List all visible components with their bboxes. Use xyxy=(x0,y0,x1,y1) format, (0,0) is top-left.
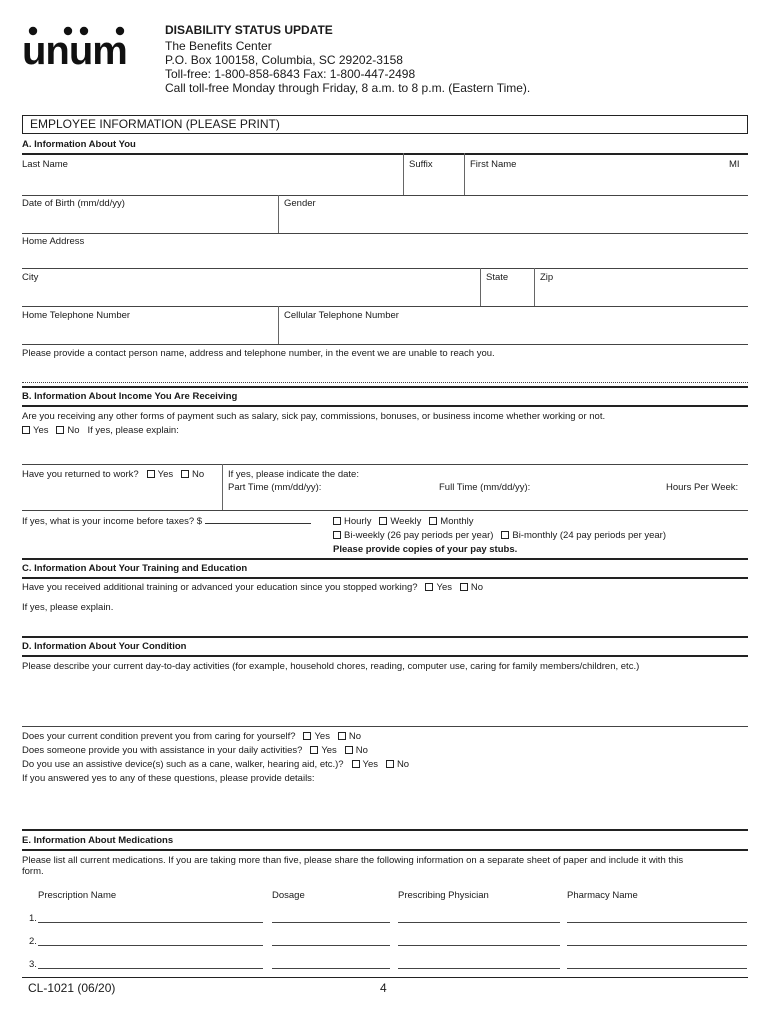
full-time-label: Full Time (mm/dd/yy): xyxy=(439,482,531,493)
medications-instructions-1: Please list all current medications. If you are taking more than five, please share the following information on a separate sheet of paper and include it with this xyxy=(22,855,684,866)
first-name-label: First Name xyxy=(470,159,517,170)
state-label: State xyxy=(486,272,509,283)
yes-label: Yes xyxy=(157,469,174,480)
other-payments-options xyxy=(22,425,179,436)
form-code: CL-1021 (06/20) xyxy=(28,981,116,995)
monthly-checkbox[interactable] xyxy=(429,517,437,525)
med3-name-input[interactable] xyxy=(38,968,263,969)
yes-label: Yes xyxy=(436,582,452,593)
med3-physician-input[interactable] xyxy=(398,968,560,969)
med-row-number: 2. xyxy=(29,936,37,947)
training-no-checkbox[interactable] xyxy=(460,583,468,591)
daily-activities-label: Please describe your current day-to-day activities (for example, household chores, reading, computer use, caring for family members/children, etc.) xyxy=(22,661,640,672)
condition-details-label: If you answered yes to any of these questions, please provide details: xyxy=(22,773,315,784)
no-label: No xyxy=(355,745,368,756)
med2-physician-input[interactable] xyxy=(398,945,560,946)
section-d-title: D. Information About Your Condition xyxy=(22,641,187,652)
col-prescription-name: Prescription Name xyxy=(38,890,117,901)
section-c-title: C. Information About Your Training and Education xyxy=(22,563,248,574)
indicate-date-label: If yes, please indicate the date: xyxy=(228,469,359,480)
home-address-field[interactable] xyxy=(22,248,746,267)
pay-stubs-note: Please provide copies of your pay stubs. xyxy=(333,544,518,555)
home-address-label: Home Address xyxy=(22,236,85,247)
training-question xyxy=(22,582,483,593)
weekly-checkbox[interactable] xyxy=(379,517,387,525)
q3-yes-checkbox[interactable] xyxy=(352,760,360,768)
header-line-4: Call toll-free Monday through Friday, 8 a.m. to 8 p.m. (Eastern Time). xyxy=(165,81,531,95)
gender-label: Gender xyxy=(284,198,316,209)
no-label: No xyxy=(192,469,205,480)
training-yes-checkbox[interactable] xyxy=(425,583,433,591)
q3-no-checkbox[interactable] xyxy=(386,760,394,768)
condition-q2-row xyxy=(22,745,368,756)
med3-pharmacy-input[interactable] xyxy=(567,968,747,969)
q2-yes-checkbox[interactable] xyxy=(310,746,318,754)
first-name-field[interactable] xyxy=(466,170,746,194)
col-prescribing-physician: Prescribing Physician xyxy=(398,890,489,901)
condition-q1-row xyxy=(22,731,361,742)
condition-q3-row xyxy=(22,759,409,770)
returned-yes-checkbox[interactable] xyxy=(147,470,155,478)
contact-instructions: Please provide a contact person name, address and telephone number, in the event we are unable to reach you. xyxy=(22,348,495,359)
last-name-label: Last Name xyxy=(22,159,68,170)
cell-phone-label: Cellular Telephone Number xyxy=(284,310,399,321)
training-explain-label: If yes, please explain. xyxy=(22,602,114,613)
hourly-label: Hourly xyxy=(344,516,372,527)
form-title: DISABILITY STATUS UPDATE xyxy=(165,23,333,37)
last-name-field[interactable] xyxy=(22,170,402,194)
employee-info-heading: EMPLOYEE INFORMATION (PLEASE PRINT) xyxy=(30,117,280,131)
other-payments-question: Are you receiving any other forms of payment such as salary, sick pay, commissions, bonuses, or business income whether working or not. xyxy=(22,411,606,422)
yes-label: Yes xyxy=(314,731,330,742)
returned-no-checkbox[interactable] xyxy=(181,470,189,478)
home-phone-label: Home Telephone Number xyxy=(22,310,131,321)
other-payments-yes-checkbox[interactable] xyxy=(22,426,30,434)
zip-label: Zip xyxy=(540,272,554,283)
condition-q3: Do you use an assistive device(s) such as a cane, walker, hearing aid, etc.)? xyxy=(22,759,344,770)
income-question xyxy=(22,516,311,527)
header-line-2: P.O. Box 100158, Columbia, SC 29202-3158 xyxy=(165,53,403,67)
dob-label: Date of Birth (mm/dd/yy) xyxy=(22,198,125,209)
med1-physician-input[interactable] xyxy=(398,922,560,923)
returned-question: Have you returned to work? xyxy=(22,469,139,480)
suffix-label: Suffix xyxy=(409,159,433,170)
hours-per-week-label: Hours Per Week: xyxy=(666,482,739,493)
training-question-text: Have you received additional training or advanced your education since you stopped working? xyxy=(22,582,418,593)
med2-pharmacy-input[interactable] xyxy=(567,945,747,946)
page-number: 4 xyxy=(380,981,387,995)
mi-label: MI xyxy=(729,159,740,170)
income-label: If yes, what is your income before taxes? $ xyxy=(22,516,203,527)
med-row-number: 3. xyxy=(29,959,37,970)
condition-q2: Does someone provide you with assistance in your daily activities? xyxy=(22,745,303,756)
header-line-3: Toll-free: 1-800-858-6843 Fax: 1-800-447-2498 xyxy=(165,67,416,81)
section-a-title: A. Information About You xyxy=(22,139,136,150)
gender-field[interactable] xyxy=(280,210,746,232)
no-label: No xyxy=(396,759,410,770)
no-label: No xyxy=(470,582,484,593)
q1-yes-checkbox[interactable] xyxy=(303,732,311,740)
biweekly-label: Bi-weekly (26 pay periods per year) xyxy=(344,530,494,541)
section-b-title: B. Information About Income You Are Receiving xyxy=(22,391,238,402)
med2-dosage-input[interactable] xyxy=(272,945,390,946)
section-e-title: E. Information About Medications xyxy=(22,835,174,846)
dob-field[interactable] xyxy=(22,210,276,232)
explain-label: If yes, please explain: xyxy=(87,425,179,436)
city-label: City xyxy=(22,272,39,283)
yes-label: Yes xyxy=(362,759,379,770)
weekly-label: Weekly xyxy=(390,516,422,527)
income-input[interactable] xyxy=(205,523,311,524)
logo-wordmark: unum xyxy=(22,29,127,70)
part-time-label: Part Time (mm/dd/yy): xyxy=(228,482,322,493)
city-field[interactable] xyxy=(22,284,478,305)
header-line-1: The Benefits Center xyxy=(165,39,272,53)
q1-no-checkbox[interactable] xyxy=(338,732,346,740)
other-payments-no-checkbox[interactable] xyxy=(56,426,64,434)
yes-label: Yes xyxy=(321,745,337,756)
med-row-number: 1. xyxy=(29,913,37,924)
biweekly-checkbox[interactable] xyxy=(333,531,341,539)
yes-label: Yes xyxy=(33,425,49,436)
no-label: No xyxy=(348,731,362,742)
med2-name-input[interactable] xyxy=(38,945,263,946)
q2-no-checkbox[interactable] xyxy=(345,746,353,754)
unum-logo xyxy=(22,22,147,70)
returned-to-work xyxy=(22,469,204,480)
med1-name-input[interactable] xyxy=(38,922,263,923)
condition-q1: Does your current condition prevent you from caring for yourself? xyxy=(22,731,296,742)
pay-frequency-row-1 xyxy=(333,516,474,527)
monthly-label: Monthly xyxy=(440,516,474,527)
no-label: No xyxy=(67,425,80,436)
med1-dosage-input[interactable] xyxy=(272,922,390,923)
col-pharmacy-name: Pharmacy Name xyxy=(567,890,638,901)
med3-dosage-input[interactable] xyxy=(272,968,390,969)
bimonthly-label: Bi-monthly (24 pay periods per year) xyxy=(512,530,667,541)
med1-pharmacy-input[interactable] xyxy=(567,922,747,923)
hourly-checkbox[interactable] xyxy=(333,517,341,525)
col-dosage: Dosage xyxy=(272,890,305,901)
bimonthly-checkbox[interactable] xyxy=(501,531,509,539)
medications-instructions-2: form. xyxy=(22,866,44,877)
pay-frequency-row-2 xyxy=(333,530,666,541)
